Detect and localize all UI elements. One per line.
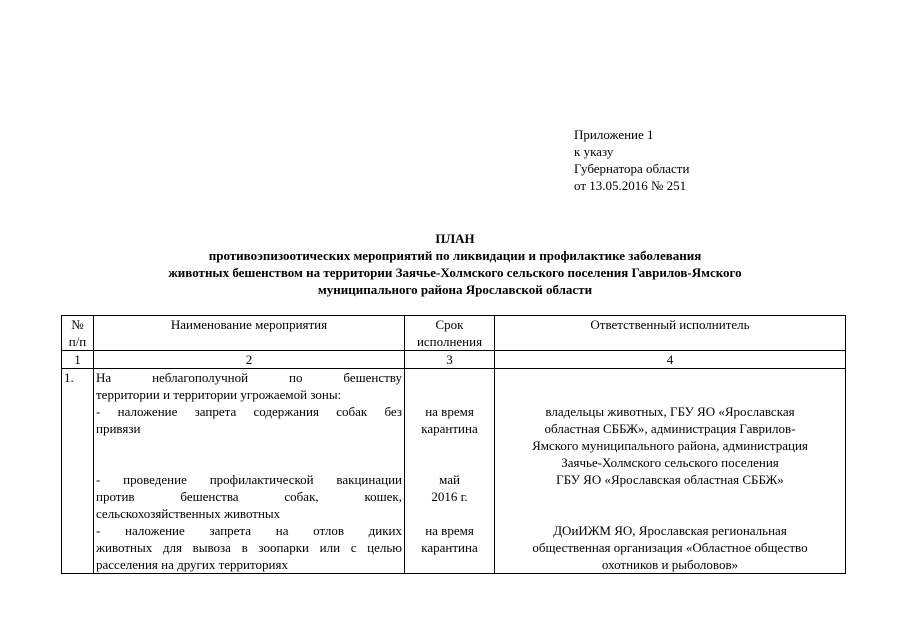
term-cell (405, 369, 495, 574)
spacer (497, 369, 843, 403)
executor-line: Заячье-Холмского сельского поселения (561, 455, 779, 470)
measure-item-line: против бешенства собак, кошек, (96, 489, 402, 504)
term-line: карантина (421, 540, 478, 555)
header-executor-text: Ответственный исполнитель (590, 317, 750, 332)
title-line: животных бешенством на территории Заячье-Холмского сельского поселения Гаврилов-Ямского (168, 265, 742, 280)
measure-item-line: - проведение профилактической вакцинации (96, 472, 402, 487)
executor-line: владельцы животных, ГБУ ЯО «Ярославская (545, 404, 795, 419)
executor-cell (495, 369, 846, 574)
table-header-row (62, 316, 846, 351)
executor-line: областная СББЖ», администрация Гаврилов- (544, 421, 796, 436)
term-line: 2016 г. (431, 489, 468, 504)
document-title (60, 230, 850, 298)
appendix-line: Приложение 1 (574, 127, 654, 142)
header-executor (495, 316, 846, 351)
header-num-line: № (71, 317, 84, 332)
measure-item-line: сельскохозяйственных животных (96, 506, 281, 521)
executor-line: ДОиИЖМ ЯО, Ярославская региональная (553, 523, 787, 538)
spacer (407, 369, 492, 403)
column-number: 1 (62, 351, 94, 369)
appendix-line: Губернатора области (574, 161, 690, 176)
measure-item-line: привязи (96, 421, 141, 436)
header-term-line: исполнения (416, 334, 483, 349)
title-line: муниципального района Ярославской области (317, 282, 593, 297)
term-line: на время (425, 404, 474, 419)
table-row (62, 369, 846, 574)
header-term-line: Срок (435, 317, 464, 332)
plan-table (61, 315, 846, 574)
spacer (407, 437, 492, 471)
appendix-block (574, 126, 689, 194)
executor-line: общественная организация «Областное общество (532, 540, 808, 555)
header-num-line: п/п (68, 334, 87, 349)
column-number: 2 (94, 351, 405, 369)
measure-intro-line: территории и территории угрожаемой зоны: (96, 387, 342, 402)
term-line: на время (425, 523, 474, 538)
header-term (405, 316, 495, 351)
header-name-text: Наименование мероприятия (170, 317, 328, 332)
measure-cell (94, 369, 405, 574)
executor-line: ГБУ ЯО «Ярославская областная СББЖ» (556, 472, 784, 487)
header-name (94, 316, 405, 351)
measure-intro-line: На неблагополучной по бешенству (96, 370, 402, 385)
column-number-row (62, 351, 846, 369)
appendix-line: от 13.05.2016 № 251 (574, 178, 687, 193)
spacer (497, 488, 843, 522)
spacer (407, 505, 492, 522)
term-line: карантина (421, 421, 478, 436)
appendix-line: к указу (574, 144, 614, 159)
spacer (96, 437, 402, 471)
column-number: 3 (405, 351, 495, 369)
column-number: 4 (495, 351, 846, 369)
title-line: противоэпизоотических мероприятий по ликвидации и профилактике заболевания (208, 248, 702, 263)
executor-line: Ямского муниципального района, администрация (532, 438, 808, 453)
title-heading: ПЛАН (435, 231, 475, 246)
term-line: май (439, 472, 460, 487)
header-num (62, 316, 94, 351)
measure-item-line: расселения на других территориях (96, 557, 288, 572)
executor-line: охотников и рыболовов» (601, 557, 739, 572)
measure-item-line: - наложение запрета на отлов диких (96, 523, 402, 538)
row-number: 1. (62, 369, 94, 574)
measure-item-line: - наложение запрета содержания собак без (96, 404, 402, 419)
measure-item-line: животных для вывоза в зоопарки или с целью (96, 540, 402, 555)
